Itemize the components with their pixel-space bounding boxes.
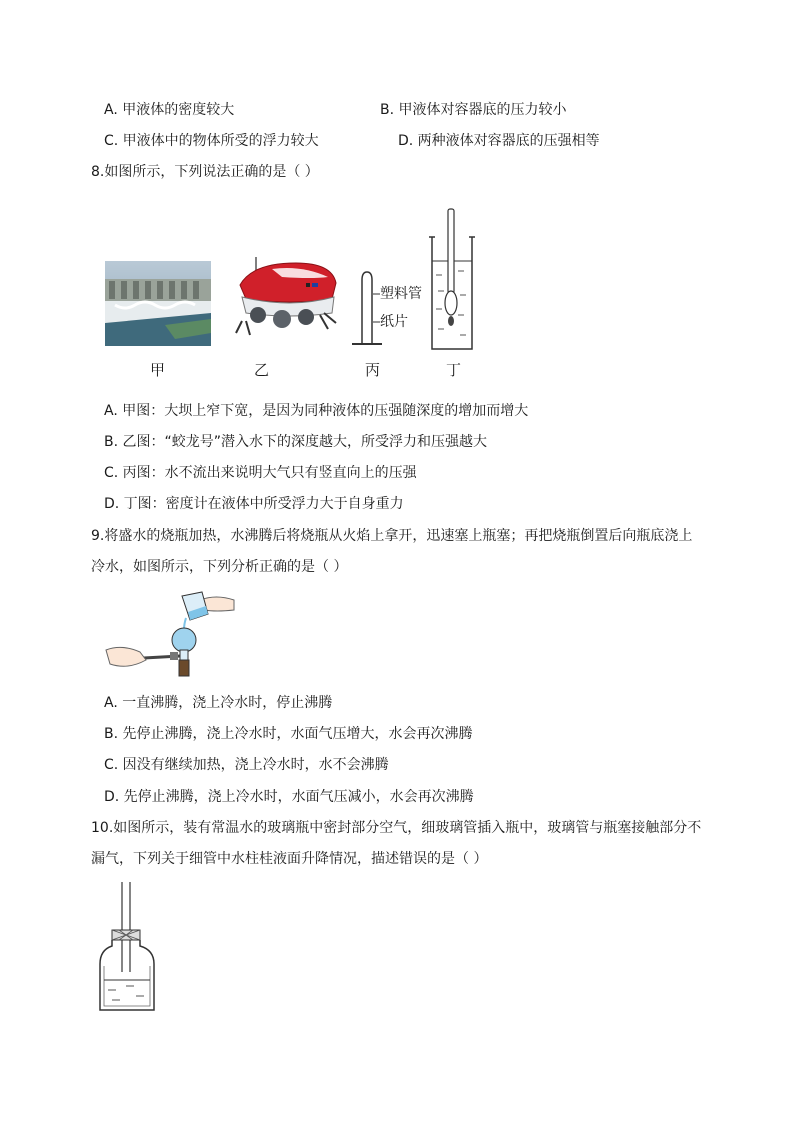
hydrometer-illustration [428, 205, 476, 353]
caption-ding: 丁 [446, 361, 462, 379]
caption-jia: 甲 [150, 361, 166, 379]
q9-option-a: A. 一直沸腾，浇上冷水时，停止沸腾 [104, 695, 333, 711]
bottle-glass-tube-illustration [96, 880, 158, 1014]
q8-stem: 8.如图所示，下列说法正确的是（ ） [91, 164, 319, 180]
q7-option-d: D. 两种液体对容器底的压强相等 [398, 133, 600, 149]
q7-option-c: C. 甲液体中的物体所受的浮力较大 [104, 133, 319, 149]
q9-option-c: C. 因没有继续加热，浇上冷水时，水不会沸腾 [104, 757, 389, 773]
q9-option-d: D. 先停止沸腾，浇上冷水时，水面气压减小，水会再次沸腾 [104, 789, 474, 805]
q8-option-c: C. 丙图：水不流出来说明大气只有竖直向上的压强 [104, 465, 417, 481]
submersible-illustration [232, 255, 344, 339]
tube-paper-illustration [350, 268, 430, 350]
q10-stem-line-1: 10.如图所示，装有常温水的玻璃瓶中密封部分空气，细玻璃管插入瓶中，玻璃管与瓶塞接触部分不 [91, 820, 702, 836]
q8-option-d: D. 丁图：密度计在液体中所受浮力大于自身重力 [104, 496, 404, 512]
dam-photo [105, 261, 211, 346]
q8-option-a: A. 甲图：大坝上窄下宽，是因为同种液体的压强随深度的增加而增大 [104, 403, 529, 419]
caption-bing: 丙 [365, 361, 381, 379]
flask-cold-water-illustration [104, 590, 240, 680]
q7-option-a: A. 甲液体的密度较大 [104, 102, 235, 118]
q8-option-b: B. 乙图：“蛟龙号”潜入水下的深度越大，所受浮力和压强越大 [104, 434, 488, 450]
plastic-tube-label: 塑料管 [380, 286, 422, 302]
q10-stem-line-2: 漏气，下列关于细管中水柱桂液面升降情况，描述错误的是（ ） [91, 851, 488, 867]
caption-yi: 乙 [254, 361, 270, 379]
q9-option-b: B. 先停止沸腾，浇上冷水时，水面气压增大，水会再次沸腾 [104, 726, 473, 742]
q9-stem-line-1: 9.将盛水的烧瓶加热，水沸腾后将烧瓶从火焰上拿开，迅速塞上瓶塞；再把烧瓶倒置后向瓶底浇上 [91, 528, 693, 544]
paper-label: 纸片 [380, 314, 408, 330]
q7-option-b: B. 甲液体对容器底的压力较小 [380, 102, 567, 118]
q9-stem-line-2: 冷水，如图所示，下列分析正确的是（ ） [91, 559, 348, 575]
